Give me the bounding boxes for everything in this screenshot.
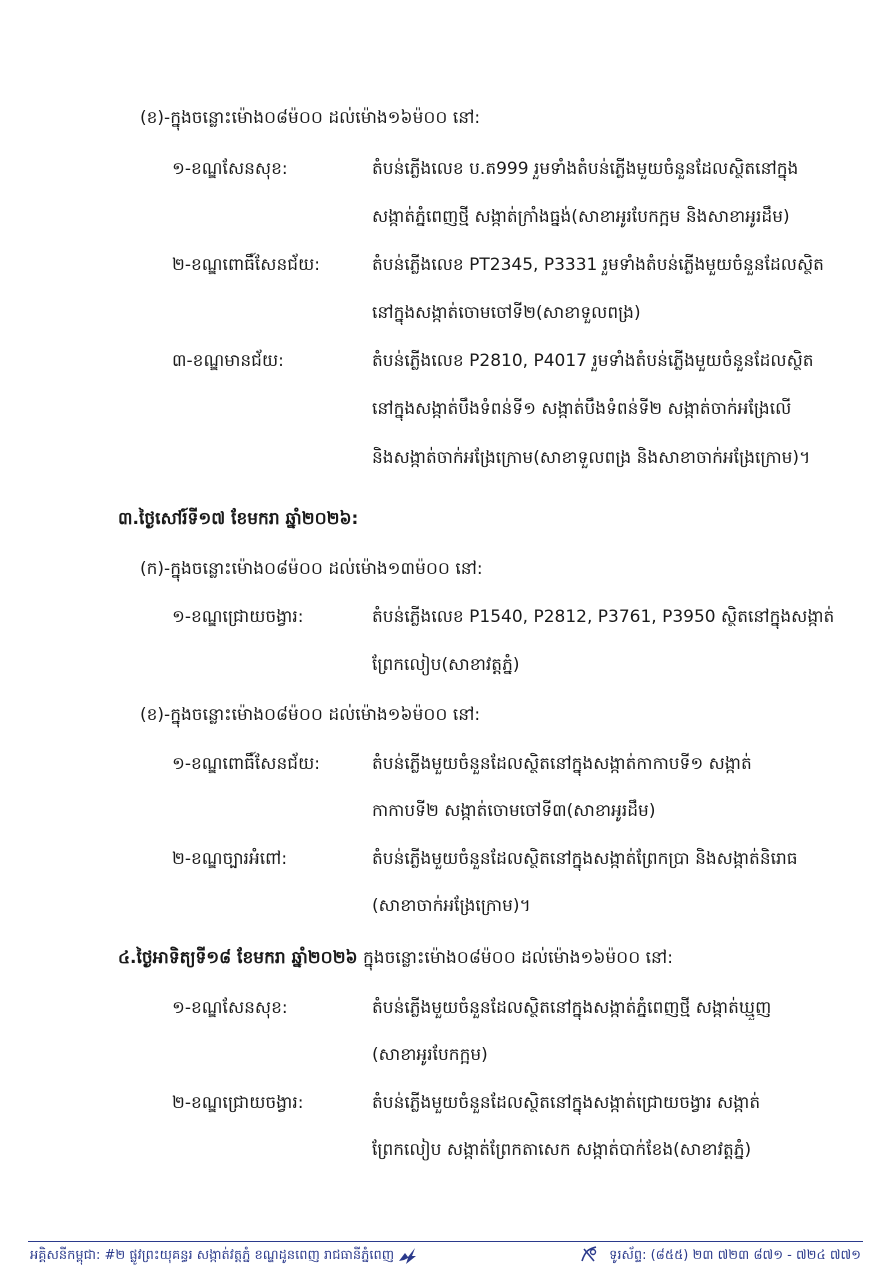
district-label-sen-sok: ១-ខណ្ឌសែនសុខ: bbox=[172, 998, 288, 1018]
district-desc-line: នៅក្នុងសង្កាត់ចោមចៅទី២(សាខាទួលពង្រ) bbox=[372, 303, 641, 323]
district-desc-line: ព្រែកលៀប(សាខាវត្តភ្នំ) bbox=[372, 655, 520, 675]
phone-fax-icon bbox=[578, 1243, 600, 1265]
logo-mark-icon bbox=[396, 1244, 418, 1266]
district-label-chroy-changvar: ១-ខណ្ឌជ្រោយចង្វារ: bbox=[172, 607, 304, 627]
district-desc-line: ព្រែកលៀប សង្កាត់ព្រែកតាសេក សង្កាត់បាក់ខែង(សាខាវត្តភ្នំ) bbox=[372, 1140, 752, 1160]
day-heading-4 bbox=[118, 946, 673, 970]
district-desc-line: និងសង្កាត់ចាក់អង្រែក្រោម(សាខាទួលពង្រ និងសាខាចាក់អង្រែក្រោម)។ bbox=[372, 448, 811, 468]
section-heading-kh: (ខ)-ក្នុងចន្លោះម៉ោង០៨ម៉០០ ដល់ម៉ោង១៦ម៉០០ នៅ: bbox=[140, 108, 481, 128]
district-desc-line: តំបន់ភ្លើងលេខ ប.ត999 រួមទាំងតំបន់ភ្លើងមួយចំនួនដែលស្ថិតនៅក្នុង bbox=[372, 159, 799, 179]
district-label-sen-sok: ១-ខណ្ឌសែនសុខ: bbox=[172, 159, 288, 179]
district-label-pur-senchey: ១-ខណ្ឌពោធិ៍សែនជ័យ: bbox=[172, 754, 320, 774]
footer-phone: ទូរស័ព្ទ: (៨៥៥) ២៣ ៧២៣ ៨៧១ - ៧២៤ ៧៧១ bbox=[609, 1248, 861, 1263]
district-desc-line: តំបន់ភ្លើងលេខ P1540, P2812, P3761, P3950 ស្ថិតនៅក្នុងសង្កាត់ bbox=[372, 607, 835, 627]
section-heading-k: (ក)-ក្នុងចន្លោះម៉ោង០៨ម៉០០ ដល់ម៉ោង១៣ម៉០០ នៅ: bbox=[140, 559, 483, 579]
day-heading-4-time: ក្នុងចន្លោះម៉ោង០៨ម៉០០ ដល់ម៉ោង១៦ម៉០០ នៅ: bbox=[357, 948, 673, 968]
district-desc-line: នៅក្នុងសង្កាត់បឹងទំពន់ទី១ សង្កាត់បឹងទំពន់ទី២ សង្កាត់ចាក់អង្រែលើ bbox=[372, 399, 792, 419]
district-desc-line: តំបន់ភ្លើងមួយចំនួនដែលស្ថិតនៅក្នុងសង្កាត់ជ្រោយចង្វារ សង្កាត់ bbox=[372, 1093, 761, 1113]
district-desc-line: កាកាបទី២ សង្កាត់ចោមចៅទី៣(សាខាអូរដឹម) bbox=[372, 801, 656, 821]
district-desc-line: (សាខាចាក់អង្រែក្រោម)។ bbox=[372, 896, 531, 916]
day-heading-4-date: ៤.ថ្ងៃអាទិត្យទី១៨ ខែមករា ឆ្នាំ២០២៦ bbox=[118, 948, 358, 968]
district-desc-line: តំបន់ភ្លើងលេខ P2810, P4017 រួមទាំងតំបន់ភ្លើងមួយចំនួនដែលស្ថិត bbox=[372, 351, 814, 371]
footer-divider bbox=[28, 1241, 863, 1242]
day-heading-3: ៣.ថ្ងៃសៅរ៍ទី១៧ ខែមករា ឆ្នាំ២០២៦: bbox=[118, 509, 359, 529]
footer-address: អគ្គិសនីកម្ពុជា: #២ ផ្លូវព្រះយុគន្ធរ សង្កាត់វត្តភ្នំ ខណ្ឌដូនពេញ រាជធានីភ្នំពេញ bbox=[30, 1248, 395, 1263]
district-desc-line: តំបន់ភ្លើងមួយចំនួនដែលស្ថិតនៅក្នុងសង្កាត់ព្រែកប្រា និងសង្កាត់និរោធ bbox=[372, 849, 798, 869]
section-heading-kh-2: (ខ)-ក្នុងចន្លោះម៉ោង០៨ម៉០០ ដល់ម៉ោង១៦ម៉០០ នៅ: bbox=[140, 705, 481, 725]
district-desc-line: តំបន់ភ្លើងមួយចំនួនដែលស្ថិតនៅក្នុងសង្កាត់កាកាបទី១ សង្កាត់ bbox=[372, 754, 752, 774]
district-desc-line: (សាខាអូរបែកក្អម) bbox=[372, 1045, 488, 1065]
district-label-meanchey: ៣-ខណ្ឌមានជ័យ: bbox=[172, 351, 284, 371]
district-label-chroy-changvar: ២-ខណ្ឌជ្រោយចង្វារ: bbox=[172, 1093, 304, 1113]
district-label-pur-senchey: ២-ខណ្ឌពោធិ៍សែនជ័យ: bbox=[172, 255, 320, 275]
district-desc-line: តំបន់ភ្លើងលេខ PT2345, P3331 រួមទាំងតំបន់ភ្លើងមួយចំនួនដែលស្ថិត bbox=[372, 255, 824, 275]
district-desc-line: សង្កាត់ភ្នំពេញថ្មី សង្កាត់ក្រាំងធ្នង់(សាខាអូរបែកក្អម និងសាខាអូរដឹម) bbox=[372, 207, 790, 227]
district-desc-line: តំបន់ភ្លើងមួយចំនួនដែលស្ថិតនៅក្នុងសង្កាត់ភ្នំពេញថ្មី សង្កាត់ឃ្មួញ bbox=[372, 998, 772, 1018]
district-label-chbar-ampov: ២-ខណ្ឌច្បារអំពៅ: bbox=[172, 849, 288, 869]
